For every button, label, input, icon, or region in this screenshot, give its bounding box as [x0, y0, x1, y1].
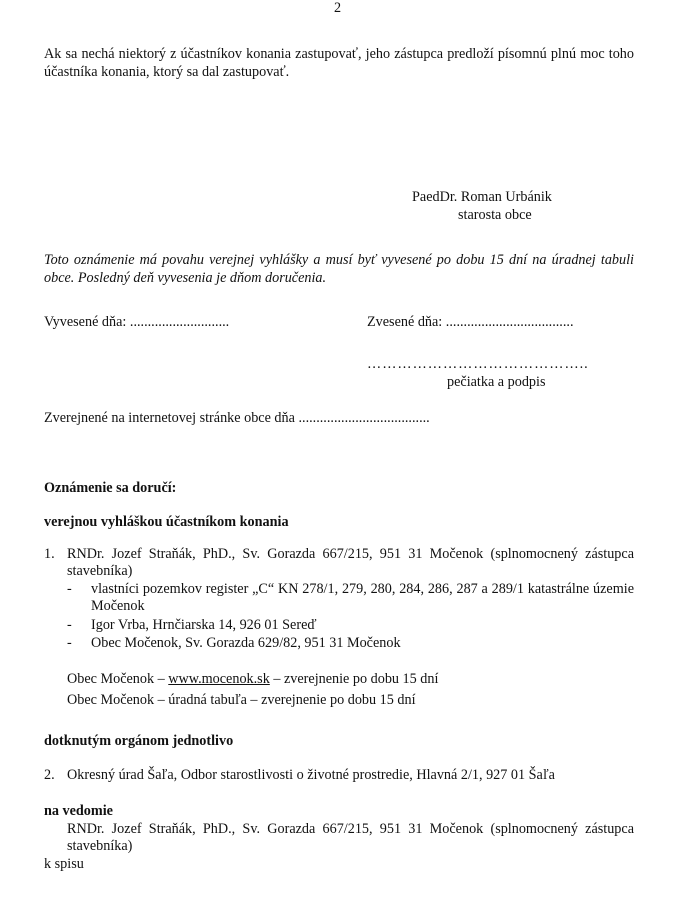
- published-online-field: [44, 410, 430, 427]
- to-file-label: k spisu: [44, 856, 84, 872]
- public-notice-heading: verejnou vyhláškou účastníkom konania: [44, 514, 289, 530]
- for-info-heading: na vedomie: [44, 803, 113, 819]
- sub-list-item: [67, 581, 634, 615]
- removed-date-blank: ....................................: [445, 314, 574, 330]
- website-link[interactable]: www.mocenok.sk: [168, 671, 270, 687]
- stamp-signature-line: ……………………………………..: [367, 356, 589, 372]
- authorities-heading: dotknutým orgánom jednotlivo: [44, 733, 234, 749]
- published-online-blank: .....................................: [298, 410, 430, 426]
- list-item-number: 1.: [44, 546, 55, 562]
- delivery-heading: Oznámenie sa doručí:: [44, 480, 177, 496]
- removed-date-field: [367, 314, 573, 331]
- dash-bullet: -: [67, 635, 72, 651]
- publication-website-prefix: Obec Močenok –: [67, 671, 165, 687]
- publication-website-suffix: – zverejnenie po dobu 15 dní: [273, 671, 439, 687]
- signatory-name: PaedDr. Roman Urbánik: [412, 189, 552, 205]
- intro-paragraph: Ak sa nechá niektorý z účastníkov konania zastupovať, jeho zástupca predloží písomnú plnú moc toho účastníka konania, ktorý sa dal zastupovať.: [44, 46, 634, 80]
- publication-board-line: Obec Močenok – úradná tabuľa – zverejnenie po dobu 15 dní: [67, 692, 416, 708]
- list-item-number: 2.: [44, 767, 55, 783]
- dash-bullet: -: [67, 617, 72, 633]
- public-notice-statement: Toto oznámenie má povahu verejnej vyhlášky a musí byť vyvesené po dobu 15 dní na úradnej tabuli obce. Posledný deň vyvesenia je dňom doručenia.: [44, 252, 634, 286]
- sub-list-item: [67, 635, 634, 652]
- publication-website-line: [67, 671, 438, 688]
- posted-date-blank: ............................: [129, 314, 230, 330]
- published-online-label: Zverejnené na internetovej stránke obce dňa: [44, 410, 295, 426]
- signatory-title: starosta obce: [458, 207, 532, 223]
- sub-list-item: [67, 617, 634, 634]
- list-item-text: Okresný úrad Šaľa, Odbor starostlivosti o životné prostredie, Hlavná 2/1, 927 01 Šaľa: [67, 767, 555, 783]
- page-number: 2: [334, 0, 342, 16]
- sub-list-item-text: Obec Močenok, Sv. Gorazda 629/82, 951 31 Močenok: [91, 635, 401, 651]
- sub-list-item-text: vlastníci pozemkov register „C“ KN 278/1, 279, 280, 284, 286, 287 a 289/1 katastrálne územie Močenok: [91, 581, 634, 614]
- removed-date-label: Zvesené dňa:: [367, 314, 443, 330]
- list-item-text: RNDr. Jozef Straňák, PhD., Sv. Gorazda 667/215, 951 31 Močenok (splnomocnený zástupca stavebníka): [67, 546, 634, 579]
- posted-date-label: Vyvesené dňa:: [44, 314, 127, 330]
- stamp-signature-label: pečiatka a podpis: [447, 374, 546, 390]
- posted-date-field: [44, 314, 229, 331]
- for-info-text: RNDr. Jozef Straňák, PhD., Sv. Gorazda 667/215, 951 31 Močenok (splnomocnený zástupca stavebníka): [67, 821, 634, 854]
- dash-bullet: -: [67, 581, 72, 597]
- sub-list-item-text: Igor Vrba, Hrnčiarska 14, 926 01 Sereď: [91, 617, 317, 633]
